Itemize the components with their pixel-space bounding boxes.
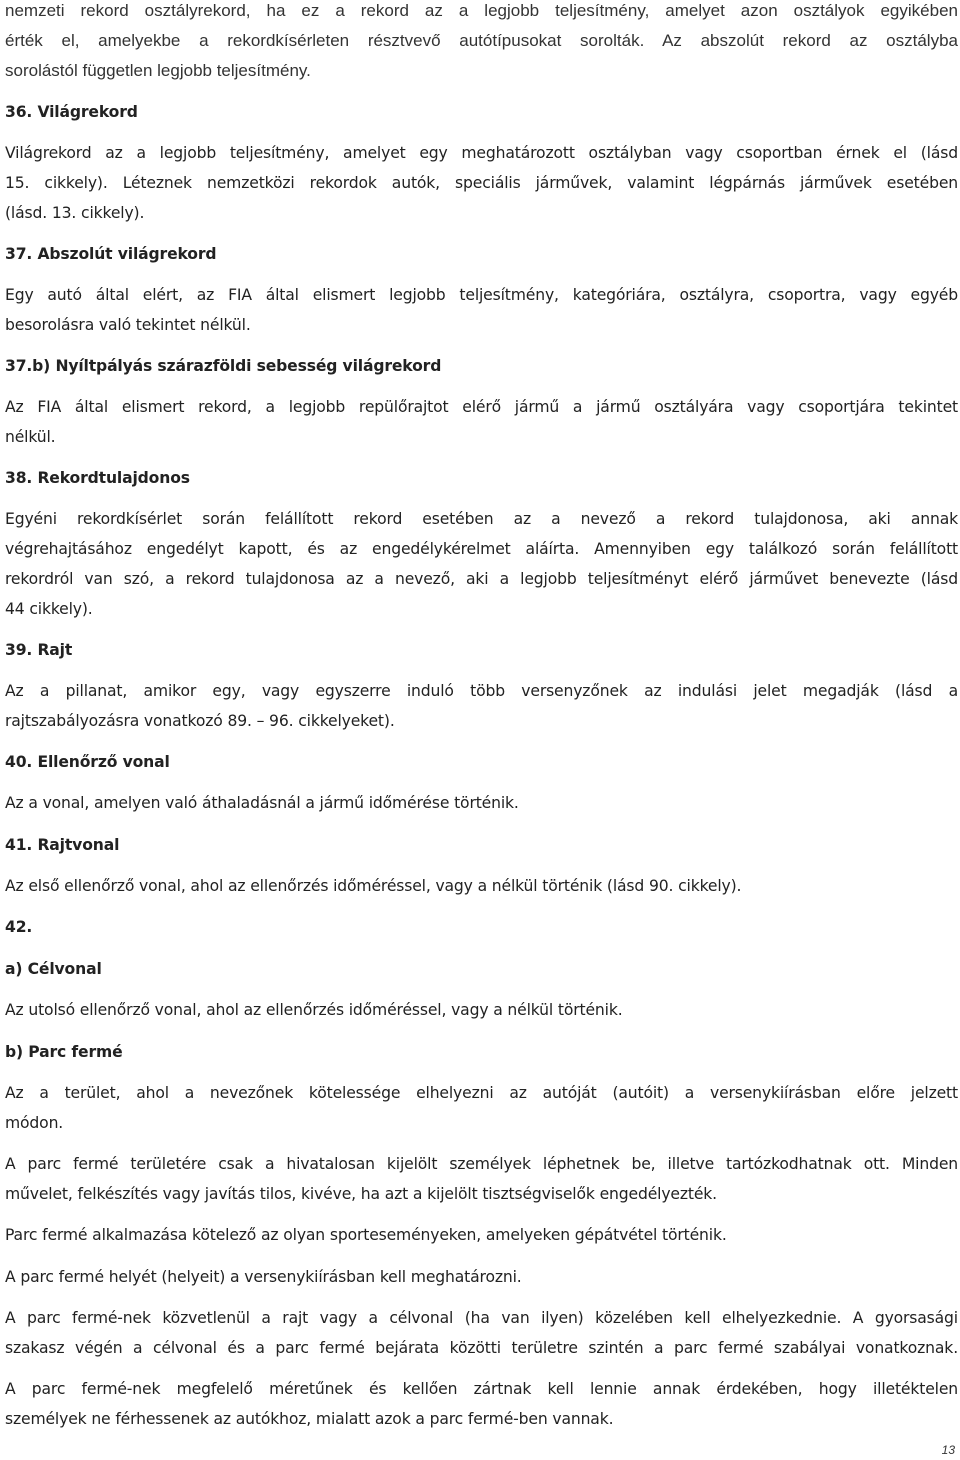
page-number: 13 [941,1443,955,1457]
section-heading: 37.b) Nyíltpályás szárazföldi sebesség világrekord [5,357,442,375]
section-heading: 41. Rajtvonal [5,836,120,854]
paragraph-line: 15. cikkely). Léteznek nemzetközi rekordok autók, speciális járművek, valamint légpárnás járművek esetében [5,174,958,192]
paragraph-line: rajtszabályozásra vonatkozó 89. – 96. cikkelyeket). [5,712,395,730]
paragraph-line: A parc fermé-nek közvetlenül a rajt vagy a célvonal (ha van ilyen) közelében kell elhelyezkednie. A gyorsasági [5,1309,958,1327]
paragraph-line: Parc fermé alkalmazása kötelező az olyan sporteseményeken, amelyeken gépátvétel történik. [5,1226,727,1244]
paragraph-line: A parc fermé-nek megfelelő méretűnek és kellően zártnak kell lennie annak érdekében, hogy illetéktelen [5,1380,958,1398]
paragraph-line: Egyéni rekordkísérlet során felállított rekord esetében az a nevező a rekord tulajdonosa, aki annak [5,510,958,528]
paragraph-line: Az FIA által elismert rekord, a legjobb repülőrajtot elérő jármű a jármű osztályára vagy csoportjára tekintet [5,398,958,416]
paragraph-line: sorolástól független legjobb teljesítmény. [5,61,311,80]
paragraph-line: Az a pillanat, amikor egy, vagy egyszerre induló több versenyzőnek az indulási jelet megadják (lásd a [5,682,958,700]
paragraph-line: (lásd. 13. cikkely). [5,204,145,222]
paragraph-line: rekordról van szó, a rekord tulajdonosa az a nevező, aki a legjobb teljesítményt elérő járművet benevezte (lásd [5,570,958,588]
paragraph-line: A parc fermé helyét (helyeit) a versenykiírásban kell meghatározni. [5,1268,522,1286]
section-heading: 39. Rajt [5,641,73,659]
section-heading: 40. Ellenőrző vonal [5,753,170,771]
paragraph-line: Az a terület, ahol a nevezőnek kötelessége elhelyezni az autóját (autóit) a versenykiírásban előre jelzett [5,1084,958,1102]
paragraph-line: Az első ellenőrző vonal, ahol az ellenőrzés időméréssel, vagy a nélkül történik (lásd 90. cikkely). [5,877,742,895]
section-heading: b) Parc fermé [5,1043,123,1061]
paragraph-line: 44 cikkely). [5,600,93,618]
paragraph-line: nemzeti rekord osztályrekord, ha ez a rekord az a legjobb teljesítmény, amelyet azon osztályok egyikében [5,1,958,20]
paragraph-line: nélkül. [5,428,56,446]
section-heading: 36. Világrekord [5,103,138,121]
paragraph-line: személyek ne férhessenek az autókhoz, mialatt azok a parc fermé-ben vannak. [5,1410,614,1428]
paragraph-line: Világrekord az a legjobb teljesítmény, amelyet egy meghatározott osztályban vagy csoportban érnek el (lásd [5,144,958,162]
paragraph-line: módon. [5,1114,64,1132]
paragraph-line: érték el, amelyekbe a rekordkísérleten résztvevő autótípusokat sorolták. Az abszolút rekord az osztályba [5,31,958,50]
section-heading: a) Célvonal [5,960,102,978]
section-heading: 37. Abszolút világrekord [5,245,217,263]
paragraph-line: szakasz végén a célvonal és a parc fermé bejárata közötti területre szintén a parc fermé szabályai vonatkoznak. [5,1339,958,1357]
paragraph-line: Az utolsó ellenőrző vonal, ahol az ellenőrzés időméréssel, vagy a nélkül történik. [5,1001,623,1019]
paragraph-line: besorolásra való tekintet nélkül. [5,316,251,334]
paragraph-line: végrehajtásához engedélyt kapott, és az engedélykérelmet aláírta. Amennyiben egy találkozó során felállított [5,540,958,558]
paragraph-line: Egy autó által elért, az FIA által elismert legjobb teljesítmény, kategóriára, osztályra, csoportra, vagy egyéb [5,286,958,304]
section-heading: 38. Rekordtulajdonos [5,469,190,487]
paragraph-line: Az a vonal, amelyen való áthaladásnál a jármű időmérése történik. [5,794,519,812]
section-heading: 42. [5,918,33,936]
paragraph-line: A parc fermé területére csak a hivatalosan kijelölt személyek léphetnek be, illetve tartózkodhatnak ott. Minden [5,1155,958,1173]
paragraph-line: művelet, felkészítés vagy javítás tilos, kivéve, ha azt a kijelölt tisztségviselők engedélyezték. [5,1185,717,1203]
